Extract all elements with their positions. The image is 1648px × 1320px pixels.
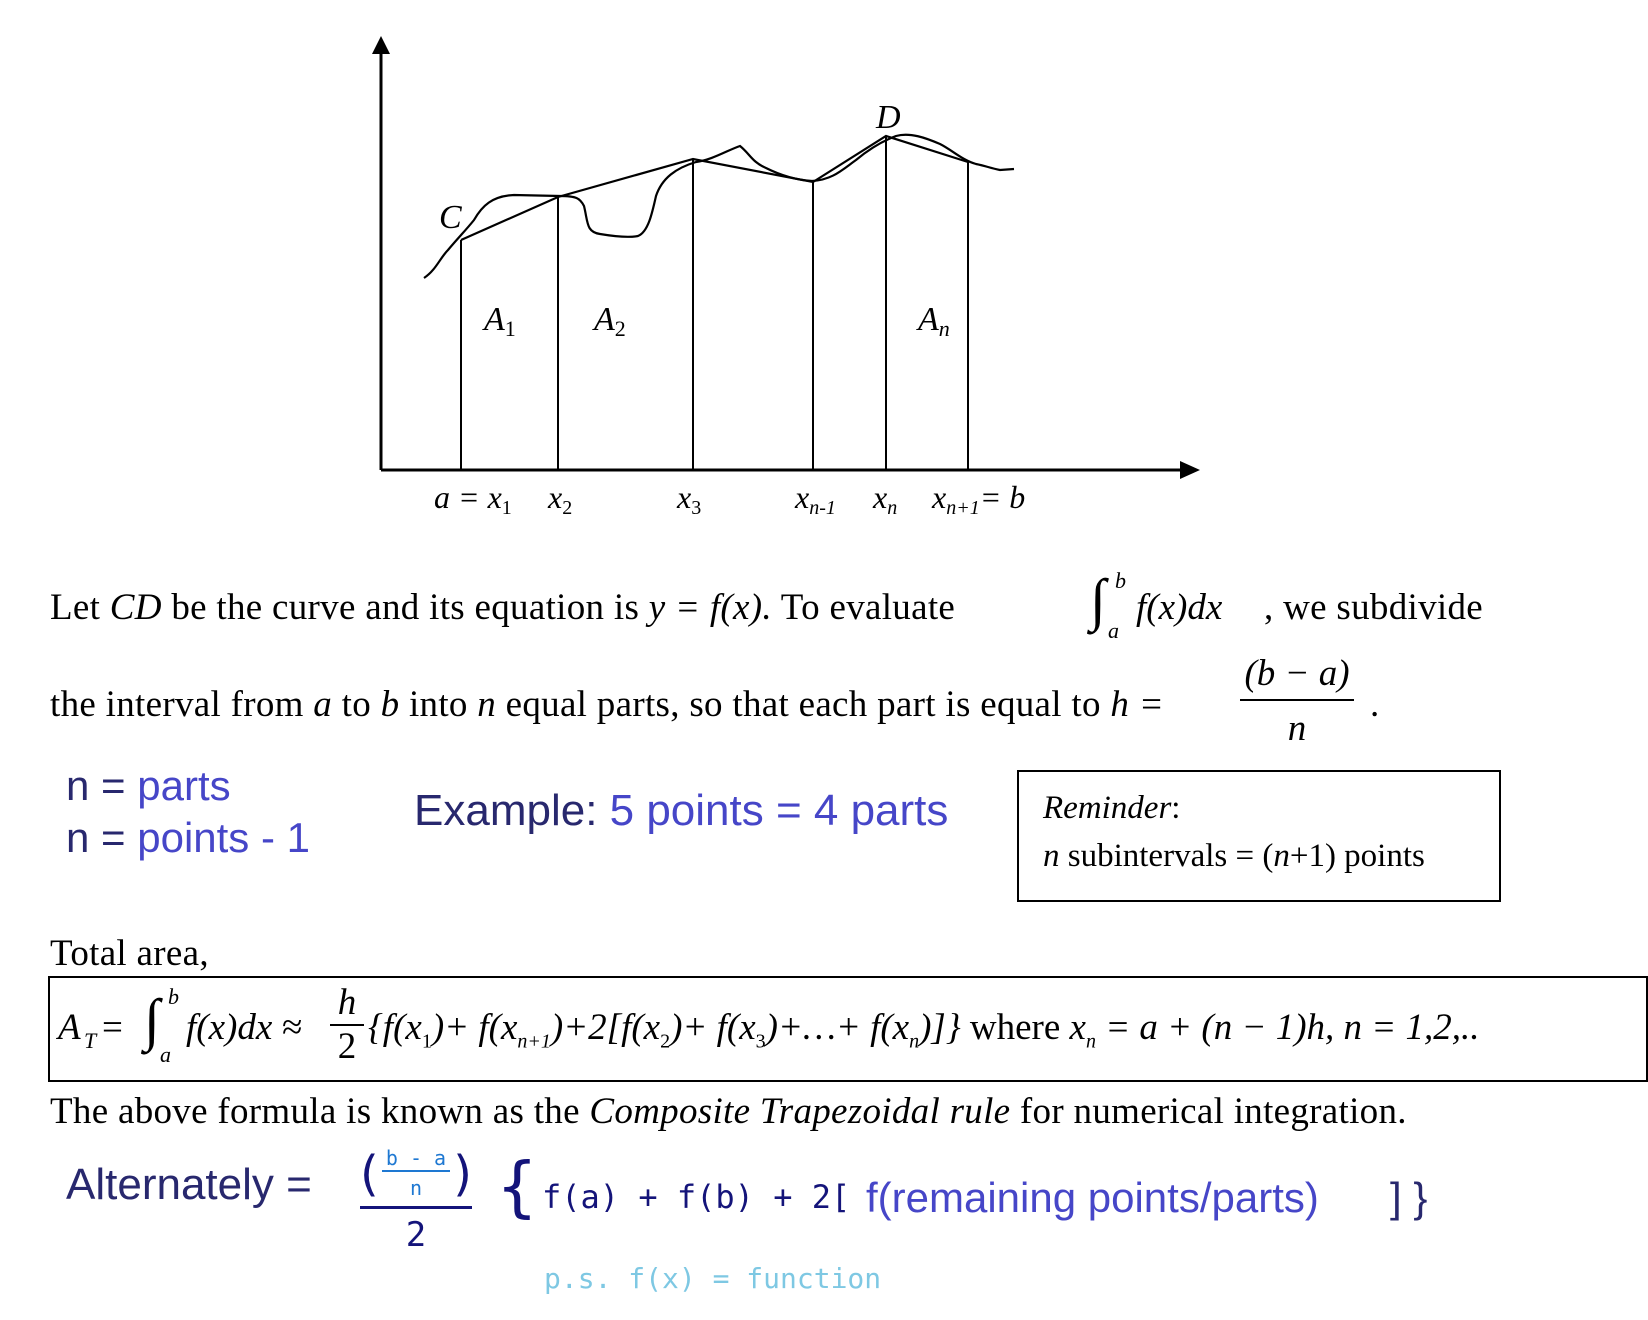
formula-lhs: A bbox=[58, 1007, 81, 1048]
reminder-box bbox=[1017, 770, 1501, 902]
label-a1: A1 bbox=[484, 301, 516, 341]
formula-integral: ∫ bbox=[144, 987, 160, 1052]
h-period: . bbox=[1370, 684, 1380, 725]
formula-body: {$f(x_1)+ f(x_{n+1})+2[f(x_2)+$ $f(x_3)+\dots+ f(x_n)$]} where $x_n = a + (n - 1)h$, n = 1,2,.. bbox=[368, 1007, 1480, 1053]
trapezoid-chords bbox=[461, 136, 968, 240]
x-label-n+1: xn+1= b bbox=[932, 479, 1026, 519]
h-fraction bbox=[1240, 652, 1354, 750]
curve-cd bbox=[424, 135, 1014, 278]
integrand: f(x)dx bbox=[1136, 587, 1223, 628]
reminder-body: n subintervals = (n+1) points bbox=[1043, 838, 1425, 874]
alt-inner-den: n bbox=[409, 1176, 423, 1200]
x-label-n-1: xn-1 bbox=[795, 479, 836, 519]
x-axis-arrow bbox=[1180, 461, 1200, 479]
alternately-typed: f(remaining points/parts) bbox=[866, 1174, 1319, 1221]
alternately-brace: { bbox=[496, 1148, 538, 1225]
formula-h-den: 2 bbox=[337, 1026, 357, 1067]
x-label-3: x3 bbox=[677, 479, 702, 519]
total-area-label: Total area, bbox=[50, 933, 209, 974]
integral-upper: b bbox=[1115, 568, 1126, 593]
label-d: D bbox=[876, 99, 901, 136]
paragraph-line-1-end: , we subdivide bbox=[1264, 587, 1483, 628]
ps-note: p.s. f(x) = function bbox=[544, 1262, 882, 1295]
formula-description: The above formula is known as the Composite Trapezoidal rule for numerical integration. bbox=[50, 1091, 1407, 1132]
formula-h-fraction bbox=[330, 982, 364, 1068]
formula-eq: = bbox=[102, 1007, 123, 1048]
label-an: An bbox=[918, 301, 950, 341]
note-example: Example: 5 points = 4 parts bbox=[414, 786, 949, 835]
h-numerator: (b − a) bbox=[1240, 652, 1354, 701]
paragraph-line-2: the interval from a to b into n equal parts, so that each part is equal to h = bbox=[50, 684, 1164, 725]
integral-lower: a bbox=[1108, 618, 1119, 643]
alternately-fraction bbox=[360, 1146, 472, 1255]
formula-h-num: h bbox=[330, 982, 364, 1026]
label-a2: A2 bbox=[594, 301, 626, 341]
formula-lhs-sub: T bbox=[84, 1028, 97, 1053]
label-c: C bbox=[439, 199, 462, 236]
alternately-label: Alternately = bbox=[66, 1160, 312, 1209]
y-axis-arrow bbox=[372, 36, 390, 54]
alt-fraction-top bbox=[360, 1146, 472, 1209]
alt-right-paren: ) bbox=[453, 1146, 472, 1202]
integral-sign: ∫ bbox=[1090, 567, 1106, 632]
curve-equation: y = f(x). bbox=[648, 587, 772, 628]
formula-int-lower: a bbox=[160, 1042, 171, 1067]
formula-integrand: f(x)dx ≈ bbox=[186, 1007, 302, 1048]
alternately-hand-terms: f(a) + f(b) + 2[ bbox=[542, 1178, 851, 1216]
reminder-title: Reminder: bbox=[1043, 790, 1181, 826]
x-label-1: a = x1 bbox=[434, 479, 512, 519]
note-n-points: n = points - 1 bbox=[66, 814, 310, 861]
paragraph-line-1: Let CD be the curve and its equation is y = f(x). To evaluate bbox=[50, 587, 956, 628]
note-n-parts: n = parts bbox=[66, 762, 231, 809]
h-denominator: n bbox=[1287, 708, 1307, 749]
x-label-n: xn bbox=[873, 479, 898, 519]
alt-inner-num: b - a bbox=[382, 1146, 450, 1172]
x-label-2: x2 bbox=[548, 479, 573, 519]
trapezoid-figure bbox=[0, 0, 1648, 540]
h-equals: h = bbox=[1110, 684, 1164, 725]
formula-int-upper: b bbox=[168, 984, 179, 1009]
alt-fraction-den: 2 bbox=[405, 1215, 427, 1255]
alternately-close: ] } bbox=[1390, 1174, 1428, 1221]
alt-left-paren: ( bbox=[360, 1146, 379, 1202]
